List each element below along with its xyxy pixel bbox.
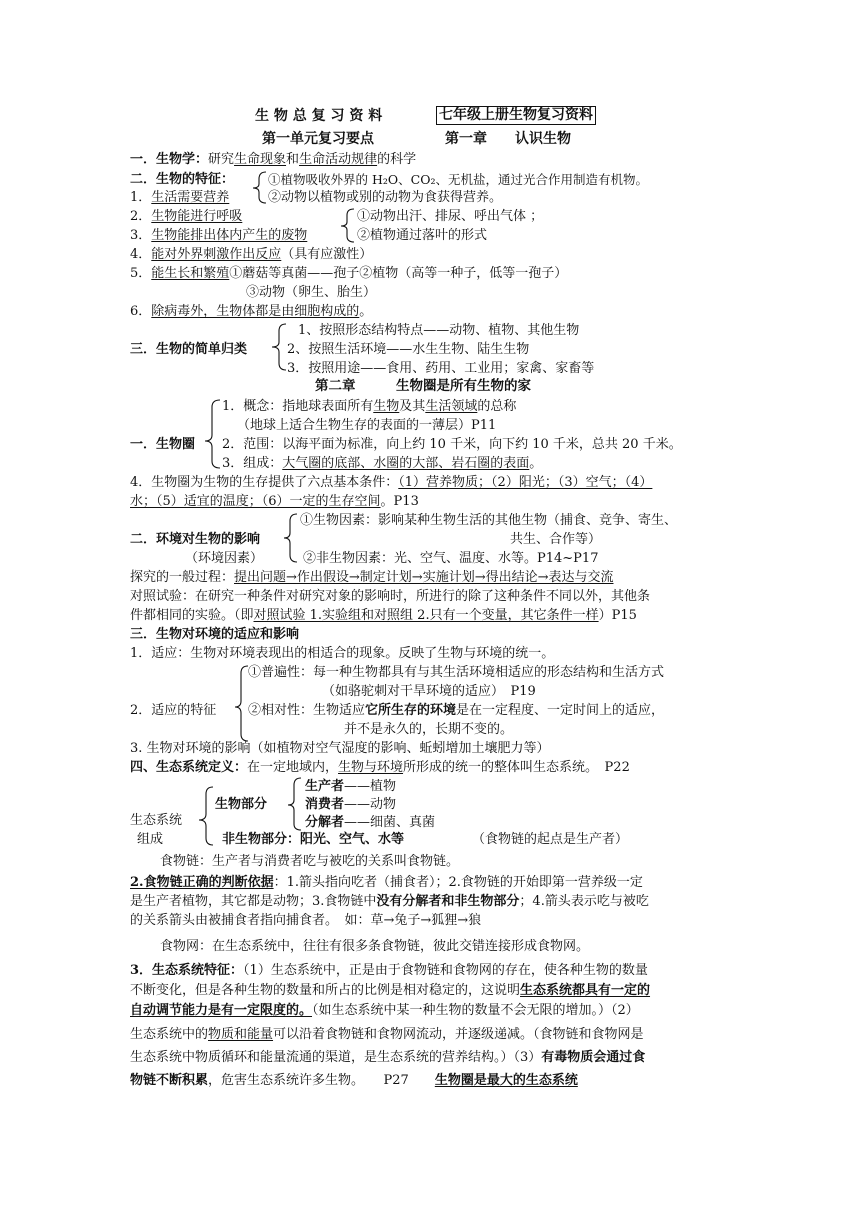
- brace-environment: [284, 514, 297, 562]
- brace-biotic: [288, 778, 301, 830]
- text-line: 四、生态系统定义：在一定地域内，生物与环境所形成的统一的整体叫生态系统。 P22: [130, 760, 630, 775]
- text-line: 6．除病毒外，生物体都是由细胞构成的。: [130, 304, 373, 319]
- text-line: 共生、合作等）: [510, 532, 602, 547]
- boxed-title: 七年级上册生物复习资料: [436, 106, 596, 125]
- text-line: 组成: [137, 832, 164, 847]
- text-line: 2．生物能进行呼吸: [130, 209, 243, 224]
- text-line: ②植物通过落叶的形式: [357, 228, 488, 243]
- text-line: 一．生物圈: [130, 437, 196, 452]
- text-line: ②相对性：生物适应它所生存的环境是在一定程度、一定时间上的适应，: [248, 703, 665, 718]
- text-line: 不断变化，但是各种生物的数量和所占的比例是相对稳定的，这说明生态系统都具有一定的: [130, 983, 651, 998]
- text-line: 分解者——细菌、真菌: [305, 815, 436, 830]
- text-line: 生态系统中物质循环和能量流通的渠道，是生态系统的营养结构。）（3）有毒物质会通过食: [130, 1050, 646, 1065]
- text-line: 1、按照形态结构特点——动物、植物、其他生物: [298, 323, 580, 338]
- text-line: ①植物吸收外界的 H₂O、CO₂、无机盐，通过光合作用制造有机物。: [268, 172, 648, 187]
- document-title: 生 物 总 复 习 资 料: [255, 108, 383, 124]
- text-line: 二．生物的特征：: [130, 172, 235, 187]
- text-line: 生态系统: [130, 813, 183, 828]
- text-line: 4．能对外界刺激作出反应（具有应激性）: [130, 247, 373, 262]
- text-line: 的关系箭头由被捕食者指向捕食者。 如：草→兔子→狐狸→狼: [130, 913, 482, 928]
- text-line: 4．生物圈为生物的生存提供了六点基本条件：（1）营养物质；（2）阳光；（3）空气；（4）: [130, 475, 653, 490]
- text-line: 2．适应的特征: [130, 703, 217, 718]
- brace-adaptation: [235, 666, 248, 741]
- text-line: 探究的一般过程：提出问题→作出假设→制定计划→实施计划→得出结论→表达与交流: [130, 570, 614, 585]
- text-line: 物链不断积累，危害生态系统许多生物。 P27 生物圈是最大的生态系统: [130, 1073, 578, 1088]
- unit-heading: 第一单元复习要点: [262, 131, 374, 147]
- text-line: 件都相同的实验。（即对照试验 1.实验组和对照组 2.只有一个变量，其它条件一样）P15: [130, 608, 637, 623]
- text-line: 生态系统中的物质和能量可以沿着食物链和食物网流动，并逐级递减。（食物链和食物网是: [130, 1027, 644, 1042]
- text-line: 2．范围：以海平面为标准，向上约 10 千米，向下约 10 千米，总共 20 千米。: [222, 437, 682, 452]
- text-line: ①动物出汗、排尿、呼出气体 ；: [357, 209, 544, 224]
- text-line: 生产者——植物: [305, 779, 397, 794]
- text-line: 食物链：生产者与消费者吃与被吃的关系叫食物链。: [160, 854, 460, 869]
- text-line: 3．生态系统特征：（1）生态系统中，正是由于食物链和食物网的存在，使各种生物的数量: [130, 963, 648, 978]
- text-line: 消费者——动物: [305, 797, 397, 812]
- brace-nutrition: [253, 172, 266, 203]
- text-line: 并不是永久的，长期不变的。: [344, 722, 514, 737]
- chapter-heading: 第一章 认识生物: [445, 131, 571, 147]
- text-line: 三．生物的简单归类: [130, 342, 248, 357]
- brace-biosphere: [205, 400, 220, 468]
- text-line: 3. 生物对环境的影响（如植物对空气湿度的影响、蚯蚓增加土壤肥力等）: [130, 741, 550, 756]
- text-line: 对照试验：在研究一种条件对研究对象的影响时，所进行的除了这种条件不同以外，其他条: [130, 589, 651, 604]
- text-line: 生物部分: [215, 797, 268, 812]
- section-heading: 三．生物对环境的适应和影响: [130, 627, 300, 642]
- text-line: 是生产者植物，其它都是动物；3.食物链中没有分解者和非生物部分；4.箭头表示吃与被吃: [130, 894, 649, 909]
- text-line: （如骆驼刺对干旱环境的适应） P19: [322, 684, 536, 699]
- brace-classification: [272, 324, 286, 370]
- text-line: 3．生物能排出体内产生的废物: [130, 228, 308, 243]
- text-line: 水；（5）适宜的温度；（6）一定的生存空间。P13: [130, 494, 419, 509]
- chapter-heading: 第二章 生物圈是所有生物的家: [315, 378, 531, 394]
- text-line: ③动物（卵生、胎生）: [246, 285, 377, 300]
- brace-excretion: [341, 209, 354, 242]
- text-line: 1．生活需要营养: [130, 190, 230, 205]
- text-line: 2.食物链正确的判断依据：1.箭头指向吃者（捕食者）；2.食物链的开始即第一营养级一定: [130, 875, 643, 890]
- text-line: 二．环境对生物的影响: [130, 532, 261, 547]
- brace-ecosystem-outer: [199, 787, 213, 845]
- text-line: ①普遍性：每一种生物都具有与其生活环境相适应的形态结构和生活方式: [248, 665, 665, 680]
- text-line: 非生物部分：阳光、空气、水等: [222, 832, 405, 847]
- text-line: 5．能生长和繁殖①蘑菇等真菌——孢子②植物（高等一种子，低等一孢子）: [130, 266, 568, 281]
- text-line: （地球上适合生物生存的表面的一薄层）P11: [237, 418, 497, 433]
- text-line: 自动调节能力是有一定限度的。（如生态系统中某一种生物的数量不会无限的增加。）（2）: [130, 1003, 639, 1018]
- text-line: 1．适应：生物对环境表现出的相适合的现象。反映了生物与环境的统一。: [130, 646, 555, 661]
- text-line: （食物链的起点是生产者）: [472, 832, 629, 847]
- text-line: 2、按照生活环境——水生生物、陆生生物: [287, 342, 530, 357]
- text-line: 食物网：在生态系统中，往往有很多条食物链，彼此交错连接形成食物网。: [160, 939, 590, 954]
- text-line: 3．按照用途——食用、药用、工业用；家禽、家畜等: [287, 361, 595, 376]
- text-line: 一．生物学：研究生命现象和生命活动规律的科学: [130, 152, 417, 167]
- text-line: 3．组成：大气圈的底部、水圈的大部、岩石圈的表面。: [222, 456, 543, 471]
- text-line: ②非生物因素：光、空气、温度、水等。P14~P17: [303, 551, 599, 566]
- text-line: 1．概念：指地球表面所有生物及其生活领域的总称: [222, 399, 517, 414]
- text-line: ①生物因素：影响某种生物生活的其他生物（捕食、竞争、寄生、: [300, 513, 678, 528]
- text-line: （环境因素）: [185, 551, 264, 566]
- text-line: ②动物以植物或别的动物为食获得营养。: [268, 190, 503, 205]
